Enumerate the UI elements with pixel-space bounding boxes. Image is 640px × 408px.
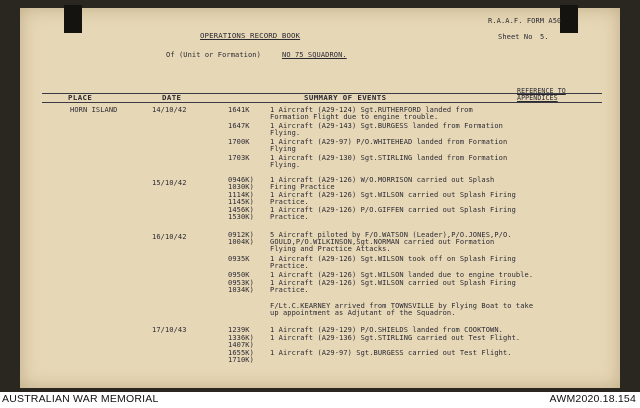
entry-text: 1 Aircraft (A29-129) P/O.SHIELDS landed from COOKTOWN.	[270, 326, 503, 334]
entry-time: 1034K)	[228, 286, 254, 294]
entry-time: 0912K)	[228, 231, 254, 239]
entry-text: Practice.	[270, 262, 309, 270]
col-summary: SUMMARY OF EVENTS	[304, 93, 387, 102]
entry-time: 1004K)	[228, 238, 254, 246]
col-date: DATE	[162, 93, 182, 102]
entry-time: 1145K)	[228, 198, 254, 206]
entry-text: Practice.	[270, 213, 309, 221]
place-value: HORN ISLAND	[70, 106, 118, 114]
entry-text: Firing Practice	[270, 183, 335, 191]
entry-text: 1 Aircraft (A29-126) Sgt.WILSON carried out Splash Firing	[270, 279, 516, 287]
entry-date: 15/10/42	[152, 179, 187, 187]
entry-time: 1114K)	[228, 191, 254, 199]
entry-time: 1655K)	[228, 349, 254, 357]
sheet-number: 5.	[540, 33, 549, 41]
entry-text: Flying and Practice Attacks.	[270, 245, 391, 253]
entry-text: 1 Aircraft (A29-143) Sgt.BURGESS landed from Formation	[270, 122, 503, 130]
entry-time: 1647K	[228, 122, 250, 130]
entry-text: GOULD,P/O.WILKINSON,Sgt.NORMAN carried out Formation	[270, 238, 495, 246]
col-place: PLACE	[68, 93, 93, 102]
entry-time: 1407K)	[228, 341, 254, 349]
entry-text: 1 Aircraft (A29-126) Sgt.WILSON took off on Splash Firing	[270, 255, 516, 263]
entry-time: 1336K)	[228, 334, 254, 342]
entry-text: Flying.	[270, 129, 301, 137]
entry-text: up appointment as Adjutant of the Squadron.	[270, 309, 456, 317]
tape-left	[64, 5, 82, 33]
entry-text: Practice.	[270, 198, 309, 206]
form-id: R.A.A.F. FORM A50	[488, 17, 562, 25]
tape-right	[560, 5, 578, 33]
entry-text: 1 Aircraft (A29-126) Sgt.WILSON landed due to engine trouble.	[270, 271, 534, 279]
entry-time: 1710K)	[228, 356, 254, 364]
unit-value: NO 75 SQUADRON.	[282, 51, 347, 59]
entry-text: 5 Aircraft piloted by F/O.WATSON (Leader),P/O.JONES,P/O.	[270, 231, 512, 239]
entry-text: 1 Aircraft (A29-126) Sgt.WILSON carried out Splash Firing	[270, 191, 516, 199]
entry-time: 1700K	[228, 138, 250, 146]
entry-date: 14/10/42	[152, 106, 187, 114]
entry-date: 16/10/42	[152, 233, 187, 241]
entry-text: 1 Aircraft (A29-97) P/O.WHITEHEAD landed from Formation	[270, 138, 508, 146]
entry-time: 1456K)	[228, 206, 254, 214]
entry-time: 0953K)	[228, 279, 254, 287]
entry-time: 0950K	[228, 271, 250, 279]
entry-time: 1030K)	[228, 183, 254, 191]
entry-text: 1 Aircraft (A29-136) Sgt.STIRLING carried out Test Flight.	[270, 334, 521, 342]
entry-text: F/Lt.C.KEARNEY arrived from TOWNSVILLE by Flying Boat to take	[270, 302, 534, 310]
entry-text: 1 Aircraft (A29-97) Sgt.BURGESS carried out Test Flight.	[270, 349, 512, 357]
header-rule-bottom	[42, 102, 602, 103]
unit-label: Of (Unit or Formation)	[166, 51, 261, 59]
entry-text: Flying	[270, 145, 296, 153]
entry-time: 1703K	[228, 154, 250, 162]
col-reference: REFERENCE TO APPENDICES	[517, 87, 566, 102]
entry-time: 1239K	[228, 326, 250, 334]
footer-accession: AWM2020.18.154	[549, 393, 636, 405]
entry-time: 0935K	[228, 255, 250, 263]
entry-date: 17/10/43	[152, 326, 187, 334]
entry-text: 1 Aircraft (A29-126) P/O.GIFFEN carried out Splash Firing	[270, 206, 516, 214]
entry-text: Formation Flight due to engine trouble.	[270, 113, 439, 121]
entry-time: 0946K)	[228, 176, 254, 184]
entry-text: Practice.	[270, 286, 309, 294]
entry-text: Flying.	[270, 161, 301, 169]
entry-text: 1 Aircraft (A29-130) Sgt.STIRLING landed from Formation	[270, 154, 508, 162]
sheet-label: Sheet No	[498, 33, 533, 41]
footer-source: AUSTRALIAN WAR MEMORIAL	[2, 393, 159, 405]
entry-time: 1530K)	[228, 213, 254, 221]
entry-text: 1 Aircraft (A29-126) W/O.MORRISON carried out Splash	[270, 176, 495, 184]
page-title: OPERATIONS RECORD BOOK	[200, 31, 301, 40]
entry-time: 1641K	[228, 106, 250, 114]
entry-text: 1 Aircraft (A29-124) Sgt.RUTHERFORD landed from	[270, 106, 473, 114]
document-page	[20, 8, 620, 388]
